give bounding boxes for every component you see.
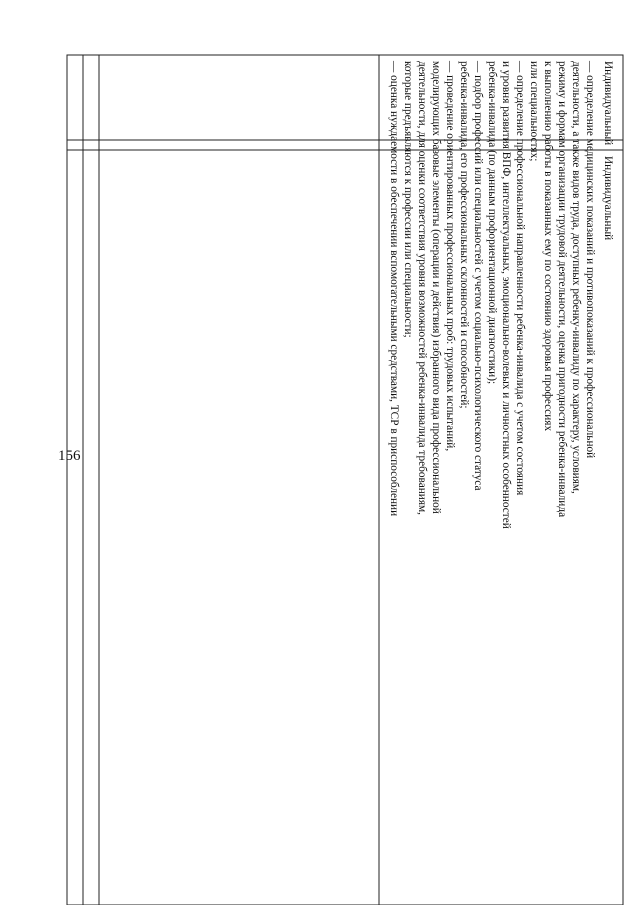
row1-line: ребенка-инвалида, его профессиональных склонностей и способностей; <box>458 61 470 409</box>
row2-level: Индивидуальный <box>602 156 614 241</box>
row1-level: Индивидуальный <box>602 61 614 146</box>
row1-line: — определение профессиональной направленности ребенка-инвалида с учетом состояния <box>514 61 526 496</box>
row1-line: деятельности, а также видов труда, доступных ребенку-инвалиду по характеру, условиям, <box>570 61 582 494</box>
row1-line: деятельности, для оценки соответствия уровня возможностей ребенка-инвалида требованиям, <box>416 61 428 515</box>
row1-line: или специальностях; <box>528 61 540 162</box>
row1-line: и уровня развития ВПФ, интеллектуальных, эмоционально-волевых и личностных особенностей <box>500 61 512 529</box>
row1-line: ребенка-инвалида (по данным профориентационной диагностики); <box>486 61 498 385</box>
row1-line: моделирующих базовые элементы (операции и действия) избранного вида профессиональной <box>430 61 442 514</box>
row1-line: режиму и формам организации трудовой деятельности, оценка пригодности ребенка-инвалида <box>556 61 568 518</box>
row1-line: — подбор профессий или специальностей с учетом социально-психологического статуса <box>472 61 484 491</box>
row1-line: — проведение ориентированных профессиональных проб: трудовых испытаний, <box>444 61 456 452</box>
row1-line: — определение медицинских показаний и противопоказаний к профессиональной <box>584 61 596 459</box>
page-number: 156 <box>58 448 81 464</box>
row1-line: к выполнению работы в показанных ему по состоянию здоровья профессиях <box>542 61 554 432</box>
row1-line: — оценка нуждаемости в обеспечении вспомогательными средствами, ТСР в приспособлении <box>388 61 400 517</box>
row1-line: которые предъявляются к профессии или специальности; <box>402 61 414 338</box>
